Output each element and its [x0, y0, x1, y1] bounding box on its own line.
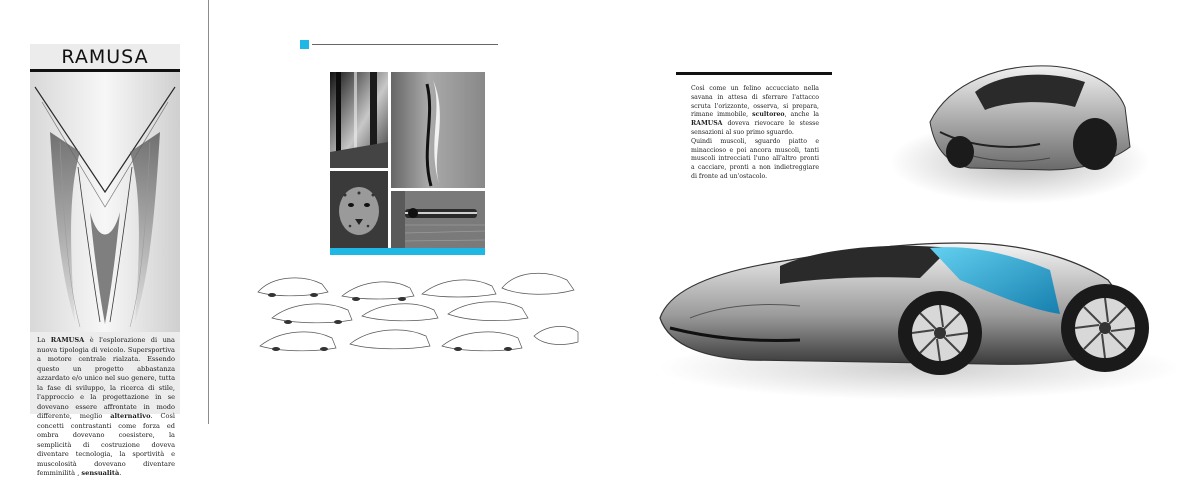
section-rule: [312, 44, 498, 45]
mood-wood-metal-image: [391, 191, 485, 249]
ramusa-m-logo: [30, 72, 180, 332]
mood-body-curve-image: [391, 72, 485, 188]
description-rule: [676, 72, 832, 75]
car-main-render: [630, 218, 1170, 403]
brand-panel: [30, 44, 180, 477]
page-divider: [208, 0, 209, 424]
front-wheel: [898, 291, 982, 375]
intro-text: La RAMUSA è l'esplorazione di una nuova tipologia di veicolo. Supersportiva a motore centrale rialzata. Essendo questo un progetto abbastanza azzardato e/o unico nel suo genere, tutta la fase di sviluppo, la ricerca di stile, l'approccio e la progettazione in se dovevano essere affrontate in modo differente, meglio alternativo. Così concetti contrastanti come forza ed ombra dovevano coesistere, la semplicità di costruzione doveva diventare tecnologia, la sportività e muscolosità dovevano diventare femminilità , sensualità.: [37, 336, 176, 477]
description-text: Così come un felino accucciato nella savana in attesa di sferrare l'attacco scruta l'orizzonte, osserva, si prepara, rimane immobile, scultoreo, anche la RAMUSA doveva rievocare le stesse sensazioni al suo primo sguardo. Quindi muscoli, sguardo piatto e minaccioso e poi ancora muscoli, tanti muscoli intrecciati l'uno all'altro pronti a cacciare, pronti a non indietreggiare di fronte ad un'ostacolo.: [691, 85, 819, 180]
brand-title: RAMUSA: [61, 46, 149, 68]
rear-wheel: [1061, 284, 1149, 372]
mood-accent-bar: [330, 248, 485, 255]
mood-forest-image: [330, 72, 388, 168]
car-front-sketch: [880, 52, 1140, 202]
mood-leopard-image: [330, 171, 388, 249]
mood-board: [330, 72, 485, 254]
thumbnail-sketches: [252, 266, 582, 362]
section-marker: [300, 40, 309, 49]
